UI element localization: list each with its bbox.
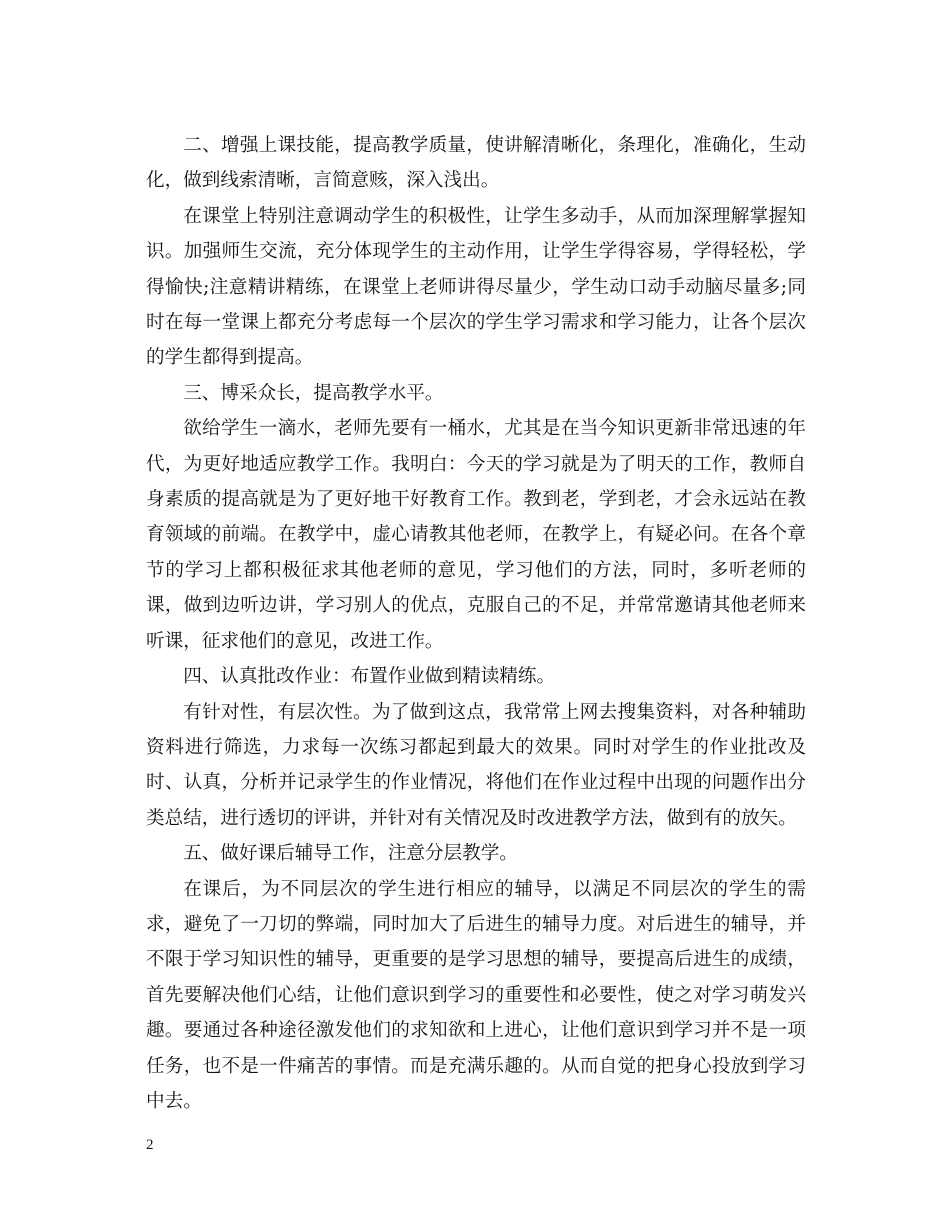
body-paragraph: 在课后，为不同层次的学生进行相应的辅导，以满足不同层次的学生的需求，避免了一刀切的弊端，同时加大了后进生的辅导力度。对后进生的辅导，并不限于学习知识性的辅导，更重要的是学习思想的辅导，要提高后进生的成绩，首先要解决他们心结，让他们意识到学习的重要性和必要性，使之对学习萌发兴趣。要通过各种途径激发他们的求知欲和上进心，让他们意识到学习并不是一项任务，也不是一件痛苦的事情。而是充满乐趣的。从而自觉的把身心投放到学习中去。 bbox=[146, 878, 806, 1112]
document-body bbox=[146, 128, 806, 1119]
page-number: 2 bbox=[146, 1137, 154, 1153]
body-paragraph: 欲给学生一滴水，老师先要有一桶水，尤其是在当今知识更新非常迅速的年代，为更好地适应教学工作。我明白：今天的学习就是为了明天的工作，教师自身素质的提高就是为了更好地干好教育工作。教到老，学到老，才会永远站在教育领域的前端。在教学中，虚心请教其他老师，在教学上，有疑必问。在各个章节的学习上都积极征求其他老师的意见，学习他们的方法，同时，多听老师的课，做到边听边讲，学习别人的优点，克服自己的不足，并常常邀请其他老师来听课，征求他们的意见，改进工作。 bbox=[146, 418, 806, 652]
section-heading-2: 二、增强上课技能，提高教学质量，使讲解清晰化，条理化，准确化，生动化，做到线索清晰，言简意赅，深入浅出。 bbox=[146, 135, 806, 192]
section-heading-5: 五、做好课后辅导工作，注意分层教学。 bbox=[183, 843, 518, 865]
section-heading-4: 四、认真批改作业：布置作业做到精读精练。 bbox=[183, 666, 556, 688]
body-paragraph: 有针对性，有层次性。为了做到这点，我常常上网去搜集资料，对各种辅助资料进行筛选，力求每一次练习都起到最大的效果。同时对学生的作业批改及时、认真，分析并记录学生的作业情况，将他们在作业过程中出现的问题作出分类总结，进行透切的评讲，并针对有关情况及时改进教学方法，做到有的放矢。 bbox=[146, 701, 806, 829]
section-heading-3: 三、博采众长，提高教学水平。 bbox=[183, 382, 444, 404]
body-paragraph: 在课堂上特别注意调动学生的积极性，让学生多动手，从而加深理解掌握知识。加强师生交流，充分体现学生的主动作用，让学生学得容易，学得轻松，学得愉快;注意精讲精练，在课堂上老师讲得尽量少，学生动口动手动脑尽量多;同时在每一堂课上都充分考虑每一个层次的学生学习需求和学习能力，让各个层次的学生都得到提高。 bbox=[146, 205, 806, 369]
